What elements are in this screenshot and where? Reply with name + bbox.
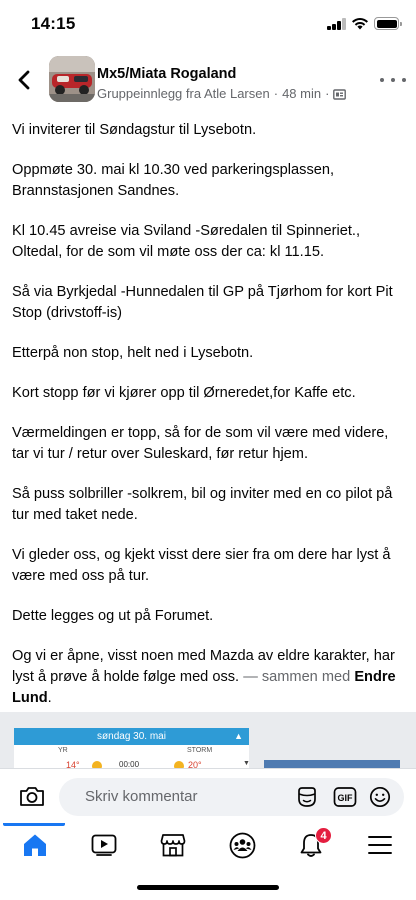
camera-icon[interactable] <box>18 784 46 808</box>
with-text: — sammen med <box>243 669 351 685</box>
chevron-left-icon <box>17 70 31 90</box>
status-bar <box>0 0 416 48</box>
tag-suffix: . <box>47 690 52 706</box>
post-paragraph: Kl 10.45 avreise via Sviland -Søredalen til Spinneriet., Oltedal, for de som vil møte oss der ca: kl 11.15. <box>12 223 360 260</box>
status-time: 14:15 <box>31 14 76 33</box>
chevron-up-icon: ▲ <box>234 731 243 741</box>
nav-menu[interactable] <box>355 823 405 867</box>
group-avatar[interactable] <box>49 56 95 102</box>
sun-icon <box>174 761 184 768</box>
back-button[interactable] <box>10 66 38 94</box>
weather-row <box>14 760 249 768</box>
emoji-icon[interactable] <box>368 786 392 808</box>
weather-col-right: STORM <box>187 747 213 754</box>
bottom-navigation <box>0 823 416 900</box>
gif-icon[interactable] <box>333 786 357 808</box>
weather-col-left: YR <box>58 747 68 754</box>
notification-badge: 4 <box>315 827 332 844</box>
nav-marketplace[interactable] <box>148 823 198 867</box>
post-paragraph: Vi gleder oss, og kjekt visst dere sier fra om dere har lyst å være med oss på tur. <box>12 547 391 584</box>
weather-temp-left: 14° <box>66 760 80 768</box>
cellular-signal-icon <box>327 18 347 30</box>
post-paragraph: Dette legges og ut på Forumet. <box>12 608 214 624</box>
home-indicator <box>137 885 279 890</box>
chevron-down-icon: ▼ <box>243 760 250 767</box>
wifi-icon <box>351 17 369 30</box>
post-author-line[interactable]: Gruppeinnlegg fra Atle Larsen <box>97 86 270 101</box>
more-dot-icon <box>380 78 384 82</box>
post-paragraph: Så puss solbriller -solkrem, bil og inviter med en co pilot på tur med taket nede. <box>12 486 393 523</box>
post-paragraph: Så via Byrkjedal -Hunnedalen til GP på Tjørhom for kort Pit Stop (drivstoff-is) <box>12 284 393 321</box>
post-paragraph: Kort stopp før vi kjører opp til Ørneredet,for Kaffe etc. <box>12 385 356 401</box>
video-icon <box>91 834 117 856</box>
weather-screenshot-image <box>14 728 249 768</box>
meta-separator-2: · <box>325 86 330 101</box>
more-dot-icon <box>402 78 406 82</box>
post-meta <box>97 86 346 101</box>
battery-icon <box>374 17 399 30</box>
nav-watch[interactable] <box>79 823 129 867</box>
groups-icon <box>229 832 256 859</box>
comment-placeholder: Skriv kommentar <box>85 788 198 805</box>
post-age[interactable]: 48 min <box>282 86 322 101</box>
marketplace-icon <box>160 833 186 857</box>
nav-notifications[interactable] <box>286 823 336 867</box>
group-photo-icon <box>49 56 95 102</box>
attached-photo-2 <box>264 760 400 768</box>
post-header <box>0 52 416 110</box>
post-paragraph-text: Og vi er åpne, visst noen med Mazda av eldre karakter, har lyst å prøve å holde følge med oss. <box>12 648 395 685</box>
more-options-button[interactable] <box>380 70 406 90</box>
nav-home[interactable] <box>10 823 60 867</box>
post-text <box>12 120 408 709</box>
weather-day: søndag 30. mai <box>97 731 166 742</box>
weather-time: 00:00 <box>119 760 140 768</box>
post-paragraph: Etterpå non stop, helt ned i Lysebotn. <box>12 345 254 361</box>
comment-bar <box>0 768 416 823</box>
menu-icon <box>368 835 392 855</box>
post-paragraph: Oppmøte 30. mai kl 10.30 ved parkeringsplassen, Brannstasjonen Sandnes. <box>12 162 335 199</box>
svg-text:GIF: GIF <box>337 793 353 803</box>
tagged-user-link[interactable]: Endre Lund <box>12 669 396 706</box>
post-paragraph: Værmeldingen er topp, så for de som vil være med videre, tar vi tur / retur over Suleskard, før retur hjem. <box>12 425 389 462</box>
avatar-sticker-icon[interactable] <box>295 786 319 808</box>
group-name[interactable]: Mx5/Miata Rogaland <box>97 66 237 82</box>
more-dot-icon <box>391 78 395 82</box>
post-paragraph: Vi inviterer til Søndagstur til Lysebotn. <box>12 122 257 138</box>
comment-input[interactable] <box>59 778 404 816</box>
group-privacy-icon <box>333 88 346 100</box>
post-paragraph-last <box>12 646 408 709</box>
weather-day-header <box>14 728 249 745</box>
nav-groups[interactable] <box>217 823 267 867</box>
sun-icon <box>92 761 102 768</box>
weather-temp-right: 20° <box>188 760 202 768</box>
meta-separator: · <box>273 86 279 101</box>
post-attachment[interactable] <box>0 712 416 768</box>
home-icon <box>22 833 48 857</box>
